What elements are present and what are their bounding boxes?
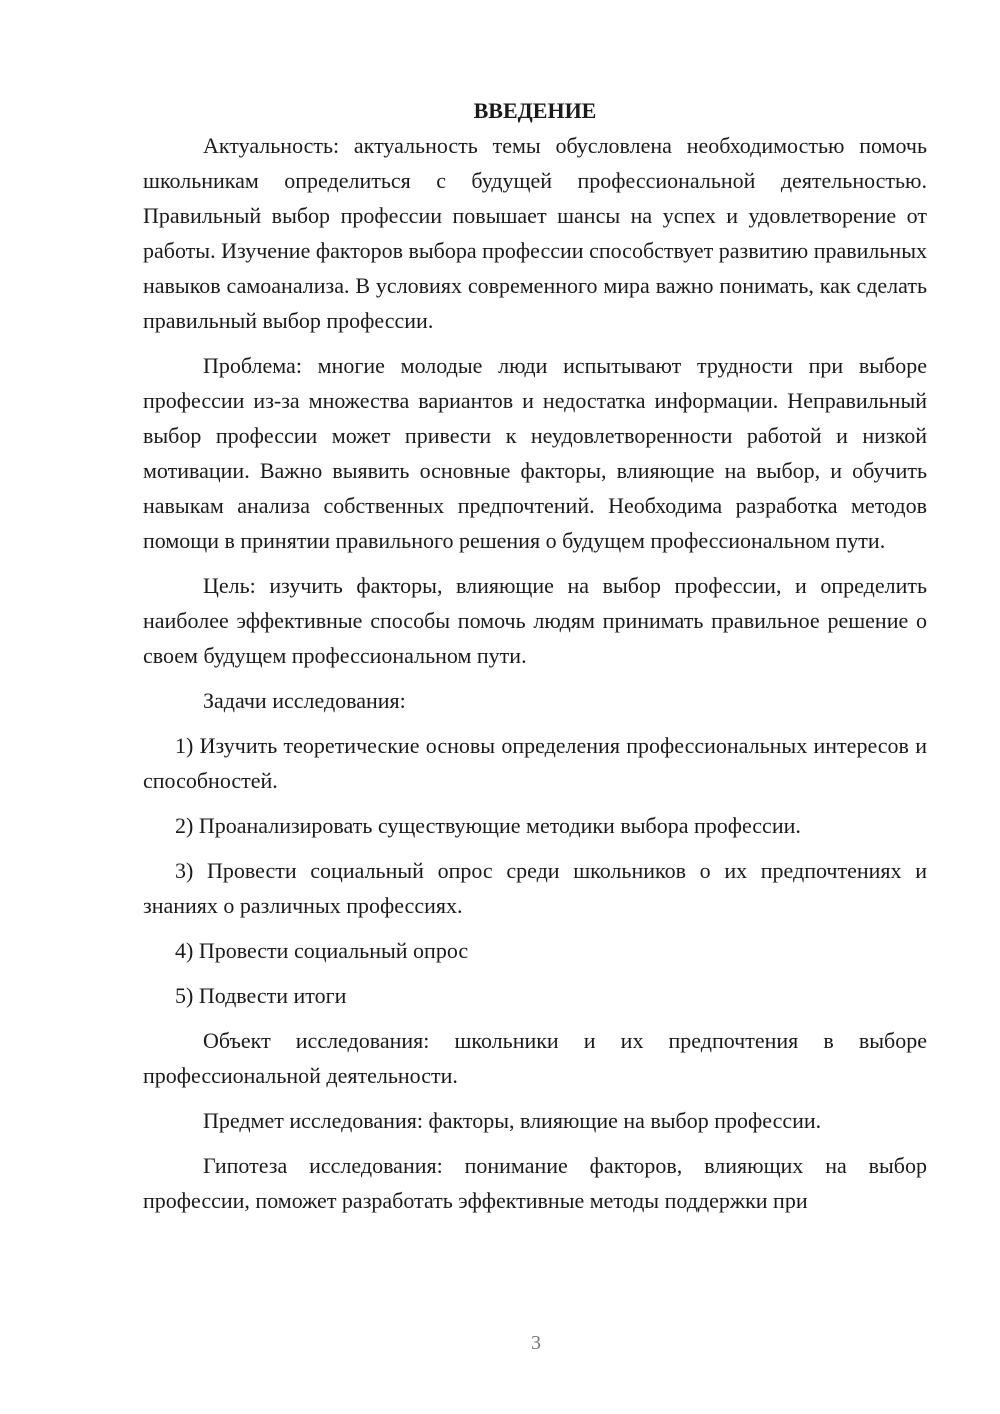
page-content xyxy=(143,93,927,1228)
task-item-5: 5) Подвести итоги xyxy=(175,983,347,1008)
page-title: ВВЕДЕНИЕ xyxy=(473,98,597,123)
paragraph-goal: Цель: изучить факторы, влияющие на выбор профессии, и определить наиболее эффективные способы помочь людям принимать правильное решение о своем будущем профессиональном пути. xyxy=(143,573,927,668)
tasks-heading: Задачи исследования: xyxy=(203,688,406,713)
page-number: 3 xyxy=(531,1332,541,1354)
task-item-2: 2) Проанализировать существующие методики выбора профессии. xyxy=(175,813,801,838)
task-item-4: 4) Провести социальный опрос xyxy=(175,938,469,963)
task-item-3: 3) Провести социальный опрос среди школьников о их предпочтениях и знаниях о различных профессиях. xyxy=(143,858,927,918)
paragraph-relevance: Актуальность: актуальность темы обусловлена необходимостью помочь школьникам определиться с будущей профессиональной деятельностью. Правильный выбор профессии повышает шансы на успех и удовлетворение от работы. Изучение факторов выбора профессии способствует развитию правильных навыков самоанализа. В условиях современного мира важно понимать, как сделать правильный выбор профессии. xyxy=(143,133,927,333)
paragraph-object: Объект исследования: школьники и их предпочтения в выборе профессиональной деятельности. xyxy=(143,1028,927,1088)
paragraph-problem: Проблема: многие молодые люди испытывают трудности при выборе профессии из-за множества вариантов и недостатка информации. Неправильный выбор профессии может привести к неудовлетворенности работой и низкой мотивации. Важно выявить основные факторы, влияющие на выбор, и обучить навыкам анализа собственных предпочтений. Необходима разработка методов помощи в принятии правильного решения о будущем профессиональном пути. xyxy=(143,353,927,553)
paragraph-hypothesis: Гипотеза исследования: понимание факторов, влияющих на выбор профессии, поможет разработать эффективные методы поддержки при xyxy=(143,1153,927,1213)
paragraph-subject: Предмет исследования: факторы, влияющие на выбор профессии. xyxy=(203,1108,822,1133)
task-item-1: 1) Изучить теоретические основы определения профессиональных интересов и способностей. xyxy=(143,733,927,793)
